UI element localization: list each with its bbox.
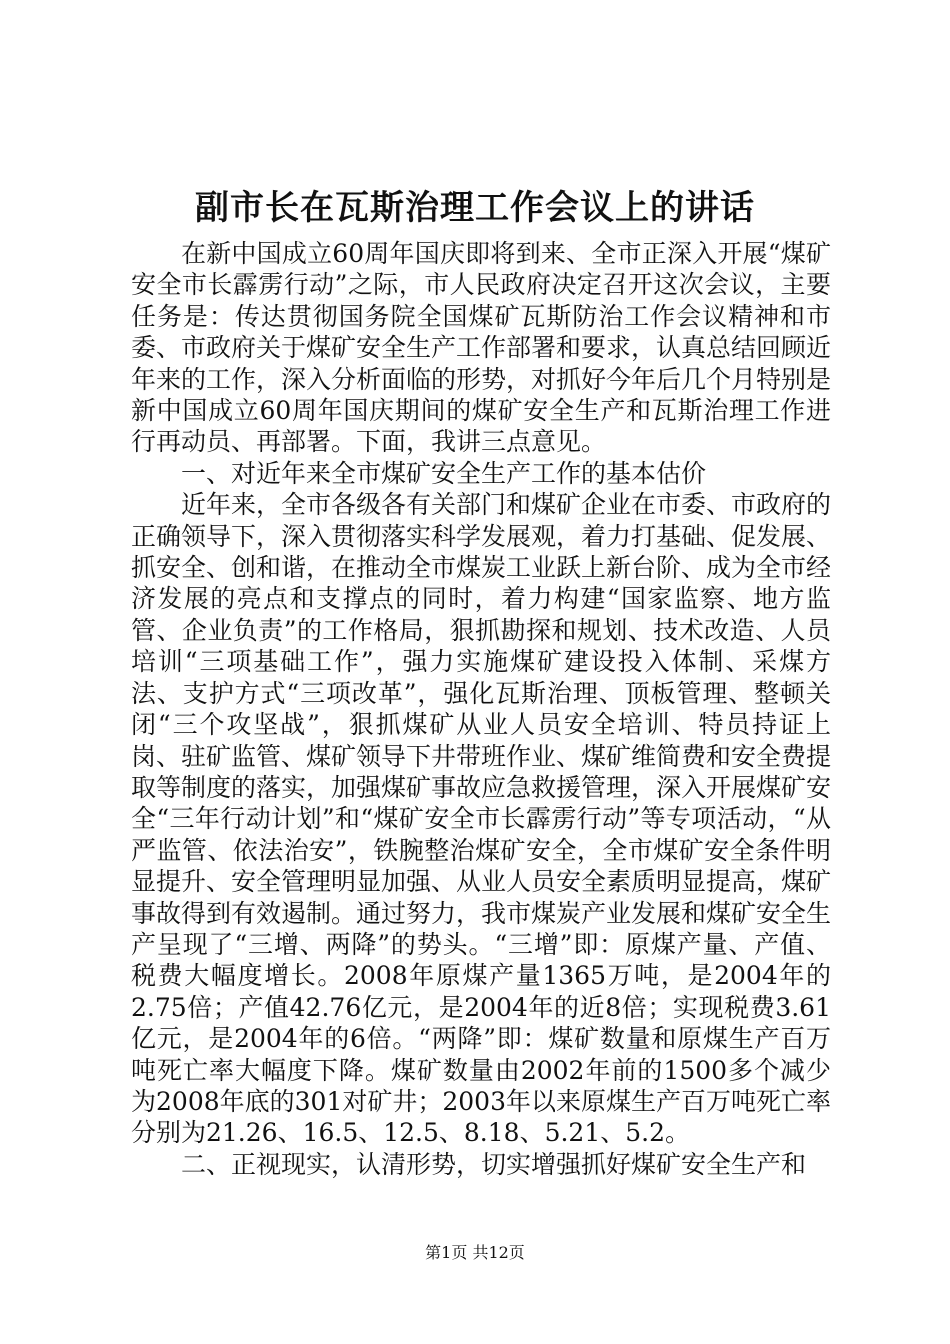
document-title: 副市长在瓦斯治理工作会议上的讲话 (195, 188, 755, 228)
paragraph-section-1: 近年来，全市各级各有关部门和煤矿企业在市委、市政府的正确领导下，深入贯彻落实科学发展观，着力打基础、促发展、抓安全、创和谐，在推动全市煤炭工业跃上新台阶、成为全市经济发展的亮点和支撑点的同时，着力构建“国家监察、地方监管、企业负责”的工作格局，狠抓勘探和规划、技术改造、人员培训“三项基础工作”，强力实施煤矿建设投入体制、采煤方法、支护方式“三项改革”，强化瓦斯治理、顶板管理、整顿关闭“三个攻坚战”，狠抓煤矿从业人员安全培训、特员持证上岗、驻矿监管、煤矿领导下井带班作业、煤矿维简费和安全费提取等制度的落实，加强煤矿事故应急救援管理，深入开展煤矿安全“三年行动计划”和“煤矿安全市长霹雳行动”等专项活动，“从严监管、依法治安”，铁腕整治煤矿安全，全市煤矿安全条件明显提升、安全管理明显加强、从业人员安全素质明显提高，煤矿事故得到有效遏制。通过努力，我市煤炭产业发展和煤矿安全生产呈现了“三增、两降”的势头。“三增”即：原煤产量、产值、税费大幅度增长。2008年原煤产量1365万吨，是2004年的2.75倍；产值42.76亿元，是2004年的近8倍；实现税费3.61亿元，是2004年的6倍。“两降”即：煤矿数量和原煤生产百万吨死亡率大幅度下降。煤矿数量由2002年前的1500多个减少为2008年底的301对矿井；2003年以来原煤生产百万吨死亡率分别为21.26、16.5、12.5、8.18、5.21、5.2。 (131, 490, 832, 1148)
paragraph-intro: 在新中国成立60周年国庆即将到来、全市正深入开展“煤矿安全市长霹雳行动”之际，市人民政府决定召开这次会议，主要任务是：传达贯彻国务院全国煤矿瓦斯防治工作会议精神和市委、市政府关于煤矿安全生产工作部署和要求，认真总结回顾近年来的工作，深入分析面临的形势，对抓好今年后几个月特别是新中国成立60周年国庆期间的煤矿安全生产和瓦斯治理工作进行再动员、再部署。下面，我讲三点意见。 (131, 239, 832, 457)
document-body (131, 238, 831, 1180)
page-indicator: 第1页 共12页 (425, 1243, 525, 1262)
section-heading-2: 二、正视现实，认清形势，切实增强抓好煤矿安全生产和 (181, 1149, 807, 1179)
section-heading-1: 一、对近年来全市煤矿安全生产工作的基本估价 (181, 458, 707, 488)
